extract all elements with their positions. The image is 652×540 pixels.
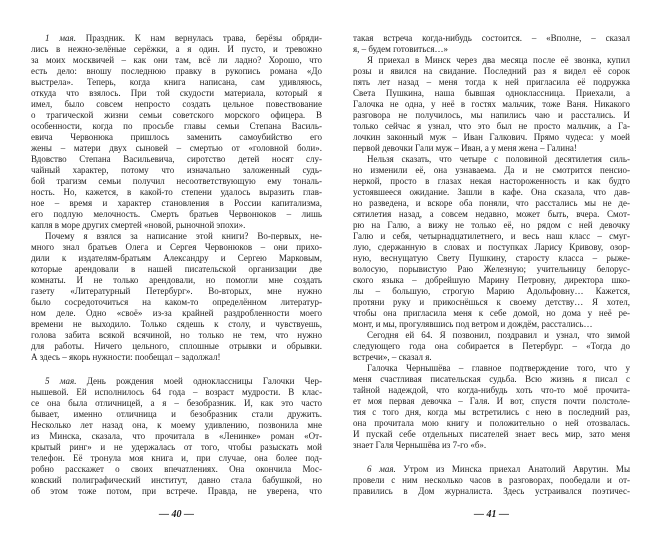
paragraph (353, 33, 630, 55)
text-line: я, – будем готовиться…» (353, 44, 448, 54)
text-line: которые арендовали в нашей писательской организации две (31, 264, 322, 274)
paragraph (353, 154, 630, 330)
text-line: его подлую мелочность. Смерть братьев Червонюков – лишь (31, 209, 322, 219)
text-line: комнаты. И не только арендовали, но помогли мне создать (31, 275, 322, 285)
text-line: капля в море других смертей «новой, рыночной эпохи». (31, 220, 246, 230)
text-line: имел, было совсем непросто создать цельное повествование (31, 99, 322, 109)
paragraph (353, 330, 630, 363)
text-line: выстрела». Теперь, когда книга написана, сам удивляюсь, (31, 77, 322, 87)
text-line: только сейчас я узнал, что это был не просто мальчик, а Га- (353, 121, 630, 131)
text-line: 1 мая. Праздник. К нам вернулась трава, берёзы обряди- (45, 33, 322, 43)
text-line: Почему я взялся за написание этой книги? Во-первых, не- (45, 231, 322, 241)
text-line: особенности, когда по просьбе главы семьи Степана Василь- (31, 121, 322, 131)
text-line: лы – большую, строгую Марию Адольфовну… Кажется, (353, 286, 630, 296)
text-line: но разведена, и вскоре оба поняли, что расстались мы не де- (353, 198, 630, 208)
text-line: Несколько лет назад она, к моему удивлению, позвонила мне (31, 420, 322, 430)
text-line: было сосредоточиться на каком-то определённом литератур- (31, 297, 322, 307)
text-line: за моих москвичей – как они там, всё ли ладно? Хорошо, что (31, 55, 322, 65)
right-page-text (353, 33, 630, 497)
text-line: правились в Дом журналиста. Здесь устраивался поэтичес- (353, 486, 630, 496)
text-line: лую, сдержанную в словах и поступках Ларису Кривову, озор- (353, 242, 630, 252)
text-line: она прочитала мою книгу и положительно о ней отозвалась. (353, 418, 630, 428)
left-page-text (31, 33, 322, 497)
paragraph (31, 376, 322, 497)
text-line: Я приехал в Минск через два месяца после её звонка, купил (367, 55, 630, 65)
text-line: робно расскажет о своих впечатлениях. Она окончила Мос- (31, 464, 322, 474)
text-line: дили к издателям-братьям Александру и Сергею Марковым, (31, 253, 322, 263)
text-line: сятилетия назад, а совсем недавно, может быть, вчера. Смот- (353, 209, 630, 219)
text-line: Света Пушкина, наша бывшая одноклассница. Приехали, а (353, 88, 630, 98)
text-line: ную, веснущатую Свету Пушкину, старосту класса – рыже- (353, 253, 630, 263)
text-line: из Минска, сказала, что прочитала в «Ленинке» роман «От- (31, 431, 322, 441)
text-line: провели с ним несколько часов в разговорах, пообедали и от- (353, 475, 630, 485)
paragraph (31, 231, 322, 363)
text-line: чайный характер, потому что изначально заложенный судь- (31, 165, 322, 175)
paragraph (353, 363, 630, 451)
text-line: рю на Галю, а вижу не только её, но рядом с ней девочку (353, 220, 630, 230)
page-right (353, 33, 630, 540)
text-line: 6 мая. Утром из Минска приехал Анатолий Аврутин. Мы (367, 464, 630, 474)
text-line: такая встреча когда-нибудь состоится. – «Вполне, – сказал (353, 33, 630, 43)
text-line: чтобы она пригласила меня к себе домой, но дома у неё ре- (353, 308, 630, 318)
text-line: Галочка не одна, у неё в гостях мальчик, тоже Ваня. Никакого (353, 99, 630, 109)
text-line: лочкин законный муж – Иван Галкович. Прямо чудеса: у моей (353, 132, 630, 142)
text-line: бывает, именно отличница и безобразник стали дружить. (31, 409, 322, 419)
text-line: для работы. Ничего цельного, сплошные отрывки и обрывки. (31, 341, 322, 351)
text-line: ского языка – добрейшую Марину Петровну, директора шко- (353, 275, 630, 285)
text-line: монт, и мы, прогулявшись под ветром и дождём, расстались… (353, 319, 593, 329)
text-line: разговора не получилось, мы напились чаю и расстались. И (353, 110, 630, 120)
text-line: Сегодня ей 64. Я позвонил, поздравил и узнал, что зимой (367, 330, 630, 340)
text-line: следующего года она собирается в Петербург. – «Тогда до (353, 341, 630, 351)
text-line: но изменили её, она узнаваема. Да и не смотрится пенсио- (353, 165, 630, 175)
text-line: неркой, просто в глазах некая настороженность и как будто (353, 176, 630, 186)
text-line: жены – матери двух сыновей – смертью от «головной боли». (31, 143, 322, 153)
text-line: ность. Но, кажется, в какой-то степени удалось выразить глав- (31, 187, 322, 197)
text-line: ковский полиграфический институт, давно стала бабушкой, но (31, 475, 322, 485)
text-line: есть дело: вношу последнюю правку в рукопись романа «До (31, 66, 322, 76)
page-left (31, 33, 322, 540)
text-line: газету «Литературный Петербург». Во-вторых, мне нужно (31, 286, 322, 296)
date-label: 1 мая. (45, 33, 76, 43)
text-line: меня счастливая писательская судьба. Всю жизнь я писал с (353, 374, 630, 384)
text-line: знает Галя Чернышёва из 7-го «б». (353, 440, 487, 450)
paragraph (31, 33, 322, 231)
text-line: протяни руку и прикоснёшься к своему детству… Я хотел, (353, 297, 630, 307)
text-line: много знал братьев Олега и Сергея Червонюков – они прихо- (31, 242, 322, 252)
left-page-number: — 40 — (159, 509, 194, 520)
text-line: встречи», – сказал я. (353, 352, 432, 362)
date-label: 6 мая. (367, 464, 396, 474)
text-line: об этом тоже потом, при встрече. Правда, не уверена, что (31, 486, 322, 496)
text-line: о трагической жизни семьи советского морского офицера. В (31, 110, 322, 120)
text-line: Вдовство Степана Васильевича, сиротство детей носят слу- (31, 154, 322, 164)
text-line: лись в нежно-зелёные серёжки, а я один. И пусто, и тревожно (31, 44, 322, 54)
text-line: пять лет назад – меня тогда к ней пригласила её подружка (353, 77, 630, 87)
text-line: ном деле. Одно «своё» из-за крайней раздробленности моего (31, 308, 322, 318)
text-line: нышевой. Ей исполнилось 64 года – возраст мудрости. В клас- (31, 387, 322, 397)
text-line: ет моя первая девочка – Галя. И вот, спустя почти полстоле- (353, 396, 630, 406)
date-label: 5 мая. (45, 376, 77, 386)
text-line: А здесь – якорь нужности: пообещал – задолжал! (31, 352, 221, 362)
right-page-number: — 41 — (474, 509, 509, 520)
text-line: бой трагизм семьи получил несоответствующую ему тональ- (31, 176, 322, 186)
text-line: Галочка Чернышёва – главное подтверждение того, что у (367, 363, 630, 373)
text-line: устоявшееся ожидание. Зашли в кафе. Она сказала, что дав- (353, 187, 630, 197)
text-line: се она была отличницей, а я – безобразник. И, как это часто (31, 398, 322, 408)
text-line: волосую, порывистую Раю Железную; учительницу белорус- (353, 264, 630, 274)
text-line: евича Червонюка пришлось заменить самоубийство его (31, 132, 322, 142)
text-line: 5 мая. День рождения моей одноклассницы Галочки Чер- (45, 376, 322, 386)
text-line: И пускай себе отдельных писателей знает весь мир, зато меня (353, 429, 630, 439)
text-line: крытый ринг» и не удержалась от того, чтобы разыскать мой (31, 442, 322, 452)
text-line: ное – время и характер становления в России капитализма, (31, 198, 322, 208)
text-line: голова забита всякой всячиной, но только не тем, что нужно (31, 330, 322, 340)
text-line: Нельзя сказать, что четыре с половиной десятилетия силь- (367, 154, 630, 164)
text-line: тия с того дня, когда мы встретились с нею в последний раз, (353, 407, 630, 417)
paragraph (353, 464, 630, 497)
text-line: Галю и себя, четырнадцатилетнего, и весь наш класс – смуг- (353, 231, 630, 241)
text-line: откуда что взялось. При той скудости материала, который я (31, 88, 322, 98)
text-line: телефон. Её тронула моя книга и, при случае, она более под- (31, 453, 322, 463)
text-line: розы и явился на свидание. Последний раз я видел её сорок (353, 66, 630, 76)
paragraph (353, 55, 630, 154)
text-line: тайной надеждой, что когда-нибудь хоть что-то моё прочита- (353, 385, 630, 395)
text-line: времени не выходило. Только сядешь к столу, и чувствуешь, (31, 319, 322, 329)
text-line: первой девочки Гали муж – Иван, а у меня жена – Галина! (353, 143, 577, 153)
